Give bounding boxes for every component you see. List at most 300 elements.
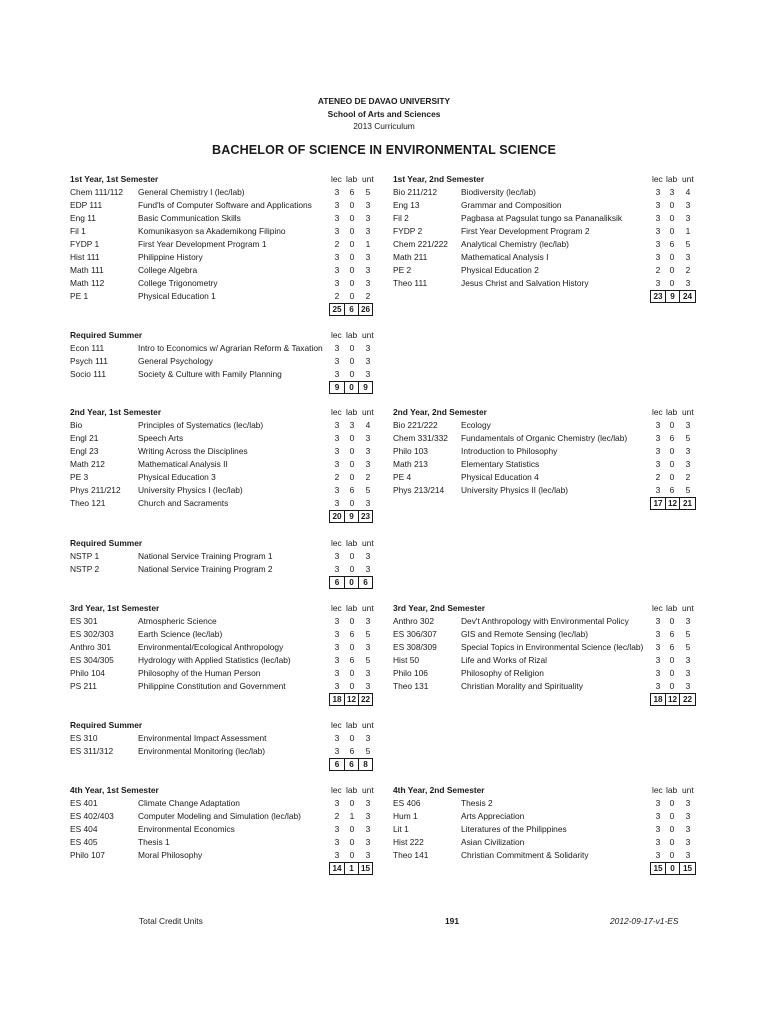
totals-box	[650, 862, 696, 875]
course-code: Hist 50	[393, 655, 420, 665]
course-lab-hours: 6	[669, 433, 675, 443]
course-code: Theo 121	[70, 498, 106, 508]
total-lec: 17	[651, 498, 666, 509]
course-row	[70, 251, 382, 264]
course-row	[393, 471, 702, 484]
course-title: Elementary Statistics	[461, 459, 540, 469]
course-lab-hours: 0	[669, 824, 675, 834]
course-code: Math 213	[393, 459, 428, 469]
total-lab: 0	[345, 577, 359, 588]
column-header-lab: lab	[666, 603, 678, 613]
total-unt: 9	[363, 383, 368, 392]
course-lec-hours: 2	[334, 239, 340, 249]
total-credit-units-value: 191	[445, 916, 459, 926]
course-row	[70, 225, 382, 238]
total-lec: 25	[330, 304, 345, 315]
course-lab-hours: 6	[349, 746, 355, 756]
total-lec: 9	[330, 382, 345, 393]
course-code: ES 405	[70, 837, 98, 847]
course-lab-hours: 0	[349, 200, 355, 210]
course-title: Jesus Christ and Salvation History	[461, 278, 589, 288]
course-code: Anthro 302	[393, 616, 434, 626]
course-row	[393, 628, 702, 641]
course-unt-hours: 3	[365, 837, 371, 847]
course-lab-hours: 0	[349, 356, 355, 366]
total-lec: 14	[330, 863, 345, 874]
course-row	[70, 342, 382, 355]
course-lec-hours: 3	[655, 239, 661, 249]
course-row	[70, 277, 382, 290]
course-unt-hours: 3	[685, 616, 691, 626]
course-lab-hours: 3	[669, 187, 675, 197]
course-title: First Year Development Program 2	[461, 226, 590, 236]
course-lab-hours: 0	[669, 200, 675, 210]
course-lec-hours: 3	[655, 213, 661, 223]
curriculum-year: 2013 Curriculum	[353, 121, 415, 131]
course-title: Writing Across the Disciplines	[138, 446, 248, 456]
course-lec-hours: 3	[334, 824, 340, 834]
course-lab-hours: 6	[669, 239, 675, 249]
course-lab-hours: 0	[349, 446, 355, 456]
course-title: Dev't Anthropology with Environmental Policy	[461, 616, 629, 626]
course-lec-hours: 3	[655, 798, 661, 808]
course-lab-hours: 6	[349, 187, 355, 197]
column-header-lab: lab	[346, 407, 358, 417]
course-lec-hours: 3	[334, 459, 340, 469]
course-row	[393, 654, 702, 667]
total-lab: 12	[666, 694, 680, 705]
semester-totals	[393, 862, 702, 874]
course-lec-hours: 3	[334, 369, 340, 379]
course-row	[70, 745, 382, 758]
column-header-lab: lab	[346, 330, 358, 340]
course-row	[70, 290, 382, 303]
course-title: Philosophy of Religion	[461, 668, 544, 678]
column-header-unt: unt	[362, 785, 374, 795]
course-lab-hours: 0	[349, 850, 355, 860]
course-lec-hours: 3	[655, 420, 661, 430]
course-unt-hours: 5	[365, 187, 371, 197]
course-title: Mathematical Analysis II	[138, 459, 228, 469]
course-lec-hours: 3	[334, 433, 340, 443]
semester-header	[70, 329, 382, 342]
course-lab-hours: 0	[349, 291, 355, 301]
total-unt: 24	[682, 292, 693, 301]
semester-block	[393, 602, 702, 705]
course-unt-hours: 3	[685, 420, 691, 430]
course-code: Eng 13	[393, 200, 420, 210]
course-code: NSTP 1	[70, 551, 100, 561]
course-code: Socio 111	[70, 369, 107, 379]
course-title: Mathematical Analysis I	[461, 252, 549, 262]
course-lec-hours: 2	[655, 265, 661, 275]
university-name: ATENEO DE DAVAO UNIVERSITY	[317, 96, 451, 106]
course-row	[70, 836, 382, 849]
course-row	[70, 484, 382, 497]
course-unt-hours: 3	[365, 798, 371, 808]
course-row	[393, 458, 702, 471]
course-row	[393, 797, 702, 810]
course-unt-hours: 3	[365, 824, 371, 834]
column-header-lab: lab	[666, 407, 678, 417]
semester-totals	[393, 497, 702, 509]
course-code: ES 304/305	[70, 655, 114, 665]
course-code: Math 211	[393, 252, 428, 262]
semester-totals	[70, 510, 382, 522]
semester-heading: 3rd Year, 2nd Semester	[393, 603, 486, 613]
total-unt: 23	[360, 512, 371, 521]
course-lec-hours: 3	[334, 798, 340, 808]
course-row	[393, 419, 702, 432]
course-unt-hours: 5	[685, 642, 691, 652]
total-credit-units-label: Total Credit Units	[139, 916, 203, 926]
course-lab-hours: 0	[349, 798, 355, 808]
semester-heading: 1st Year, 2nd Semester	[393, 174, 485, 184]
course-code: ES 310	[70, 733, 98, 743]
course-lec-hours: 3	[655, 811, 661, 821]
course-row	[70, 458, 382, 471]
course-unt-hours: 5	[685, 239, 691, 249]
course-unt-hours: 3	[365, 252, 371, 262]
course-title: Philippine Constitution and Government	[138, 681, 286, 691]
course-unt-hours: 3	[685, 200, 691, 210]
total-lec: 20	[330, 511, 345, 522]
column-header-lab: lab	[666, 174, 678, 184]
course-unt-hours: 3	[365, 564, 371, 574]
course-code: Engl 23	[70, 446, 99, 456]
totals-box	[329, 381, 373, 394]
course-unt-hours: 4	[685, 187, 691, 197]
column-header-lab: lab	[346, 174, 358, 184]
total-lec: 23	[651, 291, 666, 302]
course-lab-hours: 0	[349, 278, 355, 288]
totals-box	[650, 290, 696, 303]
semester-block	[393, 173, 702, 302]
course-lec-hours: 3	[334, 850, 340, 860]
semester-header	[70, 173, 382, 186]
course-code: Chem 331/332	[393, 433, 448, 443]
course-lab-hours: 0	[669, 472, 675, 482]
course-lab-hours: 0	[349, 824, 355, 834]
course-lec-hours: 3	[334, 485, 340, 495]
course-row	[70, 797, 382, 810]
column-header-unt: unt	[362, 720, 374, 730]
course-lec-hours: 3	[334, 629, 340, 639]
course-code: Philo 104	[70, 668, 105, 678]
course-lec-hours: 3	[655, 642, 661, 652]
course-lec-hours: 3	[655, 655, 661, 665]
document-header	[0, 95, 768, 133]
semester-header	[393, 784, 702, 797]
course-title: Life and Works of Rizal	[461, 655, 547, 665]
course-title: Climate Change Adaptation	[138, 798, 240, 808]
course-title: College Algebra	[138, 265, 198, 275]
course-unt-hours: 3	[365, 433, 371, 443]
course-unt-hours: 5	[685, 433, 691, 443]
course-lab-hours: 0	[669, 616, 675, 626]
course-lec-hours: 3	[655, 278, 661, 288]
course-code: ES 402/403	[70, 811, 114, 821]
course-title: Ecology	[461, 420, 491, 430]
semester-totals	[393, 290, 702, 302]
course-lec-hours: 3	[334, 746, 340, 756]
course-unt-hours: 5	[365, 629, 371, 639]
semester-totals	[70, 693, 382, 705]
course-unt-hours: 3	[365, 343, 371, 353]
course-title: Introduction to Philosophy	[461, 446, 558, 456]
course-title: Grammar and Composition	[461, 200, 562, 210]
course-title: National Service Training Program 2	[138, 564, 273, 574]
course-lab-hours: 0	[669, 850, 675, 860]
course-code: ES 406	[393, 798, 421, 808]
course-row	[393, 810, 702, 823]
semester-totals	[70, 381, 382, 393]
course-unt-hours: 2	[365, 291, 371, 301]
total-lec: 6	[330, 577, 345, 588]
course-title: Intro to Economics w/ Agrarian Reform & Taxation	[138, 343, 323, 353]
semester-totals	[70, 303, 382, 315]
semester-header	[70, 602, 382, 615]
semester-totals	[393, 693, 702, 705]
course-lec-hours: 3	[655, 485, 661, 495]
course-lec-hours: 3	[655, 837, 661, 847]
course-unt-hours: 3	[685, 668, 691, 678]
course-row	[393, 615, 702, 628]
course-lab-hours: 0	[669, 446, 675, 456]
course-lec-hours: 3	[334, 278, 340, 288]
course-lec-hours: 3	[334, 446, 340, 456]
course-unt-hours: 1	[365, 239, 371, 249]
course-lec-hours: 2	[334, 472, 340, 482]
course-lec-hours: 3	[655, 824, 661, 834]
semester-header	[393, 406, 702, 419]
course-code: Hum 1	[393, 811, 418, 821]
total-lec: 18	[651, 694, 666, 705]
course-row	[393, 484, 702, 497]
course-lab-hours: 6	[349, 629, 355, 639]
course-lab-hours: 0	[669, 252, 675, 262]
total-unt: 6	[363, 578, 368, 587]
semester-block	[70, 537, 382, 588]
course-lec-hours: 3	[655, 433, 661, 443]
course-title: National Service Training Program 1	[138, 551, 273, 561]
course-unt-hours: 3	[685, 811, 691, 821]
course-code: Anthro 301	[70, 642, 111, 652]
course-row	[393, 849, 702, 862]
course-title: Komunikasyon sa Akademikong Filipino	[138, 226, 286, 236]
semester-header	[70, 719, 382, 732]
column-header-lab: lab	[346, 785, 358, 795]
course-lec-hours: 3	[655, 446, 661, 456]
course-code: Math 111	[70, 265, 104, 275]
course-code: Fil 1	[70, 226, 86, 236]
course-unt-hours: 5	[685, 629, 691, 639]
course-code: NSTP 2	[70, 564, 100, 574]
course-row	[70, 445, 382, 458]
course-row	[70, 264, 382, 277]
course-lab-hours: 0	[669, 668, 675, 678]
course-unt-hours: 3	[365, 811, 371, 821]
course-unt-hours: 3	[685, 798, 691, 808]
course-title: Society & Culture with Family Planning	[138, 369, 282, 379]
course-lec-hours: 3	[655, 681, 661, 691]
course-lec-hours: 3	[655, 226, 661, 236]
course-row	[70, 497, 382, 510]
course-lab-hours: 0	[349, 343, 355, 353]
course-code: Psych 111	[70, 356, 108, 366]
semester-header	[393, 173, 702, 186]
course-unt-hours: 3	[685, 446, 691, 456]
course-title: University Physics II (lec/lab)	[461, 485, 569, 495]
course-row	[70, 823, 382, 836]
course-title: Thesis 1	[138, 837, 170, 847]
course-row	[393, 836, 702, 849]
course-lec-hours: 3	[655, 187, 661, 197]
course-lab-hours: 0	[349, 459, 355, 469]
semester-block	[70, 406, 382, 522]
column-header-lec: lec	[331, 407, 342, 417]
course-row	[393, 251, 702, 264]
course-code: Philo 103	[393, 446, 428, 456]
school-name: School of Arts and Sciences	[327, 108, 441, 119]
course-row	[70, 368, 382, 381]
course-row	[393, 277, 702, 290]
totals-box	[650, 693, 696, 706]
course-lec-hours: 2	[334, 811, 340, 821]
course-code: ES 308/309	[393, 642, 437, 652]
course-code: Phys 211/212	[70, 485, 121, 495]
total-unt: 15	[682, 864, 693, 873]
column-header-unt: unt	[362, 330, 374, 340]
semester-heading: 4th Year, 1st Semester	[70, 785, 159, 795]
course-title: Computer Modeling and Simulation (lec/lab)	[138, 811, 301, 821]
course-lab-hours: 6	[349, 485, 355, 495]
total-lab: 6	[345, 304, 359, 315]
course-row	[70, 432, 382, 445]
course-lab-hours: 0	[349, 472, 355, 482]
course-code: Theo 141	[393, 850, 429, 860]
course-unt-hours: 4	[365, 420, 371, 430]
course-unt-hours: 3	[685, 278, 691, 288]
course-code: Eng 11	[70, 213, 96, 223]
course-unt-hours: 3	[365, 278, 371, 288]
semester-header	[393, 602, 702, 615]
course-lec-hours: 3	[655, 459, 661, 469]
course-code: Philo 107	[70, 850, 105, 860]
course-lab-hours: 0	[349, 551, 355, 561]
course-unt-hours: 2	[365, 472, 371, 482]
course-code: PE 4	[393, 472, 412, 482]
course-row	[70, 550, 382, 563]
course-row	[393, 680, 702, 693]
course-lab-hours: 0	[349, 213, 355, 223]
course-title: Fund'ls of Computer Software and Applications	[138, 200, 312, 210]
total-lec: 6	[330, 759, 345, 770]
course-code: Lit 1	[393, 824, 409, 834]
column-header-lec: lec	[331, 538, 342, 548]
course-title: University Physics I (lec/lab)	[138, 485, 243, 495]
course-title: General Chemistry I (lec/lab)	[138, 187, 245, 197]
course-title: Church and Sacraments	[138, 498, 229, 508]
course-lec-hours: 3	[334, 213, 340, 223]
course-code: ES 404	[70, 824, 98, 834]
course-lec-hours: 3	[655, 616, 661, 626]
course-unt-hours: 3	[685, 213, 691, 223]
course-row	[393, 667, 702, 680]
course-title: Arts Appreciation	[461, 811, 525, 821]
course-row	[70, 186, 382, 199]
semester-heading: 2nd Year, 2nd Semester	[393, 407, 487, 417]
course-lab-hours: 0	[349, 433, 355, 443]
course-code: PS 211	[70, 681, 97, 691]
course-code: Phys 213/214	[393, 485, 445, 495]
course-lec-hours: 3	[334, 265, 340, 275]
course-lec-hours: 3	[655, 200, 661, 210]
course-row	[70, 419, 382, 432]
total-unt: 22	[360, 695, 371, 704]
semester-heading: 4th Year, 2nd Semester	[393, 785, 485, 795]
course-title: Biodiversity (lec/lab)	[461, 187, 536, 197]
course-code: Bio	[70, 420, 83, 430]
course-lab-hours: 0	[669, 420, 675, 430]
course-lab-hours: 0	[349, 239, 355, 249]
column-header-unt: unt	[362, 407, 374, 417]
program-title: BACHELOR OF SCIENCE IN ENVIRONMENTAL SCIENCE	[212, 143, 556, 157]
course-row	[70, 615, 382, 628]
course-lab-hours: 0	[669, 655, 675, 665]
semester-heading: Required Summer	[70, 330, 143, 340]
course-lec-hours: 3	[334, 343, 340, 353]
totals-box	[329, 303, 373, 316]
course-title: Philippine History	[138, 252, 203, 262]
course-lab-hours: 0	[669, 681, 675, 691]
course-code: ES 311/312	[70, 746, 114, 756]
course-row	[393, 445, 702, 458]
course-lab-hours: 0	[669, 798, 675, 808]
course-title: Environmental/Ecological Anthropology	[138, 642, 284, 652]
course-lec-hours: 3	[655, 850, 661, 860]
course-title: Pagbasa at Pagsulat tungo sa Pananaliksik	[461, 213, 623, 223]
course-lab-hours: 0	[669, 459, 675, 469]
course-lec-hours: 3	[334, 564, 340, 574]
total-lab: 6	[345, 759, 359, 770]
course-unt-hours: 3	[685, 459, 691, 469]
course-unt-hours: 3	[685, 655, 691, 665]
totals-box	[650, 497, 696, 510]
course-title: Earth Science (lec/lab)	[138, 629, 223, 639]
column-header-unt: unt	[682, 407, 694, 417]
course-row	[70, 654, 382, 667]
course-lab-hours: 0	[349, 668, 355, 678]
column-header-lec: lec	[331, 174, 342, 184]
course-title: Literatures of the Philippines	[461, 824, 567, 834]
course-title: GIS and Remote Sensing (lec/lab)	[461, 629, 589, 639]
course-lab-hours: 0	[349, 837, 355, 847]
column-header-lec: lec	[652, 785, 663, 795]
course-title: Physical Education 4	[461, 472, 539, 482]
semester-heading: Required Summer	[70, 720, 143, 730]
course-row	[70, 628, 382, 641]
course-lec-hours: 3	[334, 668, 340, 678]
course-lab-hours: 1	[349, 811, 355, 821]
course-lab-hours: 0	[669, 278, 675, 288]
semester-heading: 2nd Year, 1st Semester	[70, 407, 162, 417]
course-unt-hours: 3	[365, 369, 371, 379]
course-lab-hours: 0	[349, 265, 355, 275]
total-lab: 9	[345, 511, 359, 522]
course-lab-hours: 0	[349, 642, 355, 652]
course-row	[70, 199, 382, 212]
